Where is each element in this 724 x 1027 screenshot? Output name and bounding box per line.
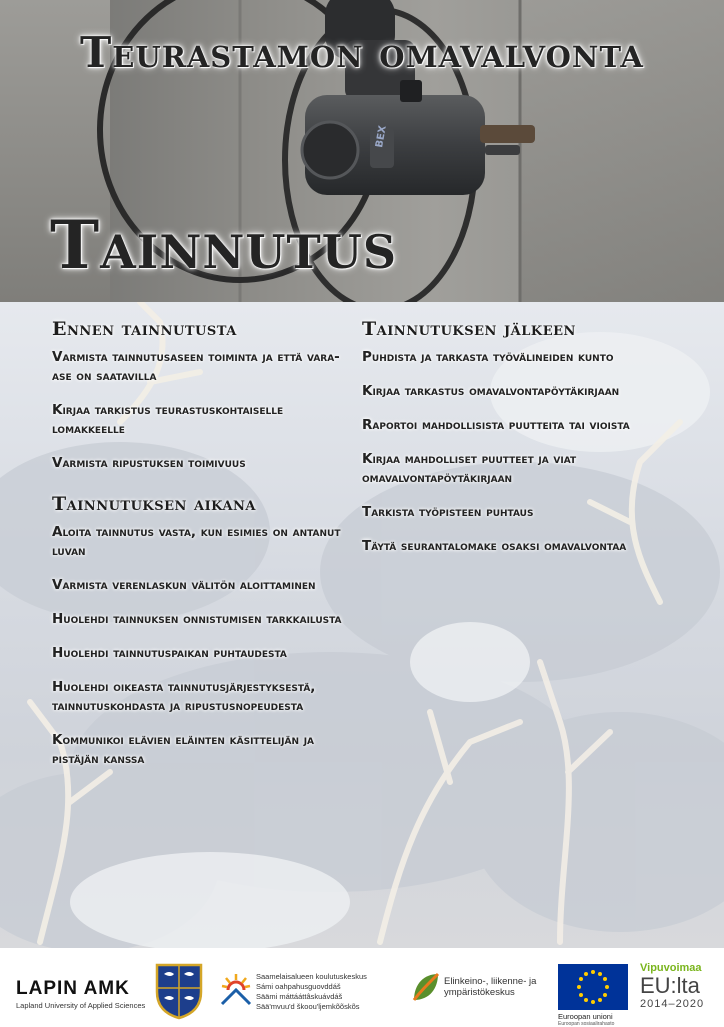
footer-logos — [0, 948, 724, 1027]
header-photo — [0, 0, 724, 302]
list-item: Puhdista ja tarkasta työvälineiden kunto — [362, 349, 614, 365]
list-item: Varmista verenlaskun välitön aloittaminen — [52, 577, 316, 593]
saami-education-centre-logo — [218, 970, 367, 1014]
eu-caption: Euroopan unioni — [558, 1012, 613, 1021]
list-item: Raportoi mahdollisista puutteita tai vioista — [362, 417, 630, 433]
list-before — [52, 348, 352, 473]
page-title: Teurastamon omavalvonta — [80, 28, 644, 77]
gun-barrel — [480, 125, 535, 143]
vipu-line-1: Vipuvoimaa — [640, 962, 702, 974]
lapland-crest-icon — [154, 962, 204, 1024]
lapin-amk-subtitle: Lapland University of Applied Sciences — [16, 1001, 146, 1010]
list-item: Kommunikoi elävien eläinten käsittelijän ja pistäjän kanssa — [52, 732, 315, 767]
lapin-amk-name: LAPIN AMK — [16, 978, 130, 999]
page-subtitle: Tainnutus — [50, 206, 398, 284]
section-title-before: Ennen tainnutusta — [52, 318, 237, 340]
ely-name: Elinkeino-, liikenne- ja ympäristökeskus — [444, 976, 537, 998]
leaf-icon — [410, 970, 440, 1006]
list-item: Varmista ripustuksen toimivuus — [52, 455, 246, 471]
vipuvoimaa-logo — [640, 962, 716, 1010]
eu-subcaption: Euroopan sosiaalirahasto — [558, 1021, 615, 1027]
list-item: Kirjaa tarkastus omavalvontapöytäkirjaan — [362, 383, 620, 399]
list-item: Huolehdi tainnuksen onnistumisen tarkkailusta — [52, 611, 342, 627]
content-area — [0, 302, 724, 948]
list-after — [362, 348, 682, 556]
lapin-amk-logo — [16, 978, 145, 1010]
list-item: Kirjaa mahdolliset puutteet ja viat omavalvontapöytäkirjaan — [362, 451, 577, 486]
right-column — [362, 318, 682, 571]
saami-line: Sää'mvuu'd škoou'lјemkõõskõs — [256, 1002, 360, 1011]
list-item: Huolehdi oikeasta tainnutusjärjestyksestä, tainnutuskohdasta ja ripustusnopeudesta — [52, 679, 316, 714]
list-item: Tarkista työpisteen puhtaus — [362, 504, 534, 520]
list-item: Kirjaa tarkistus teurastuskohtaiselle lomakkeelle — [52, 402, 284, 437]
section-title-during: Tainnutuksen aikana — [52, 493, 257, 515]
list-item: Aloita tainnutus vasta, kun esimies on antanut luvan — [52, 524, 341, 559]
list-item: Täytä seurantalomake osaksi omavalvontaa — [362, 538, 627, 554]
eu-flag-logo — [558, 964, 628, 1027]
ely-centre-logo — [410, 970, 537, 1010]
eu-flag-icon — [558, 964, 628, 1010]
list-item: Varmista tainnutusaseen toiminta ja että vara-ase on saatavilla — [52, 349, 340, 384]
list-item: Huolehdi tainnutuspaikan puhtaudesta — [52, 645, 287, 661]
device-label: BEX — [374, 124, 389, 149]
list-during — [52, 523, 352, 769]
sun-icon — [218, 970, 254, 1010]
vipu-line-2: EU:lta — [640, 973, 700, 998]
saami-line: Säämi máttááttâskuávdáš — [256, 992, 343, 1001]
saami-line: Sámi oahpahusguovddáš — [256, 982, 341, 991]
left-column — [52, 318, 352, 784]
vipu-line-3: 2014–2020 — [640, 998, 705, 1010]
saami-line: Saamelaisalueen koulutuskeskus — [256, 972, 367, 981]
section-title-after: Tainnutuksen jälkeen — [362, 318, 576, 340]
